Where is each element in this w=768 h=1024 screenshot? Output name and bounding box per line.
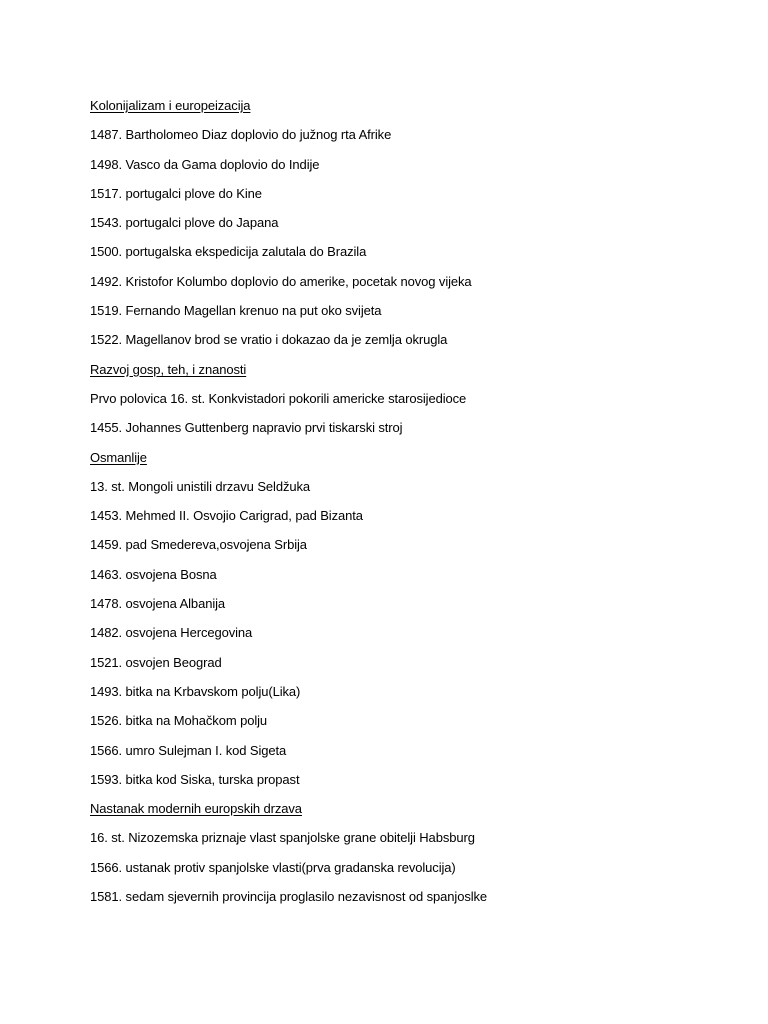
list-item: 1487. Bartholomeo Diaz doplovio do južnog rta Afrike	[90, 127, 392, 143]
list-item: 1482. osvojena Hercegovina	[90, 625, 253, 641]
list-item: 1455. Johannes Guttenberg napravio prvi tiskarski stroj	[90, 420, 403, 436]
document-page	[90, 91, 730, 911]
list-item: 1463. osvojena Bosna	[90, 566, 217, 582]
section-heading: Nastanak modernih europskih drzava	[90, 801, 302, 817]
section-heading: Osmanlije	[90, 449, 147, 465]
list-item: 16. st. Nizozemska priznaje vlast spanjolske grane obitelji Habsburg	[90, 830, 475, 846]
list-item: Prvo polovica 16. st. Konkvistadori pokorili americke starosijedioce	[90, 390, 467, 406]
list-item: 1498. Vasco da Gama doplovio do Indije	[90, 156, 320, 172]
list-item: 1581. sedam sjevernih provincija proglasilo nezavisnost od spanjoslke	[90, 889, 488, 905]
list-item: 1492. Kristofor Kolumbo doplovio do amerike, pocetak novog vijeka	[90, 273, 472, 289]
section-heading: Razvoj gosp, teh, i znanosti	[90, 361, 247, 377]
list-item: 1526. bitka na Mohačkom polju	[90, 713, 268, 729]
list-item: 1566. umro Sulejman I. kod Sigeta	[90, 742, 287, 758]
list-item: 1543. portugalci plove do Japana	[90, 215, 279, 231]
list-item: 1522. Magellanov brod se vratio i dokazao da je zemlja okrugla	[90, 332, 448, 348]
list-item: 1500. portugalska ekspedicija zalutala do Brazila	[90, 244, 367, 260]
list-item: 1493. bitka na Krbavskom polju(Lika)	[90, 683, 301, 699]
list-item: 1478. osvojena Albanija	[90, 596, 226, 612]
list-item: 1459. pad Smedereva,osvojena Srbija	[90, 537, 307, 553]
list-item: 1566. ustanak protiv spanjolske vlasti(prva gradanska revolucija)	[90, 859, 456, 875]
section-heading: Kolonijalizam i europeizacija	[90, 98, 251, 113]
list-item: 1521. osvojen Beograd	[90, 654, 222, 670]
list-item: 1593. bitka kod Siska, turska propast	[90, 771, 300, 787]
list-item: 1519. Fernando Magellan krenuo na put oko svijeta	[90, 303, 382, 319]
list-item: 13. st. Mongoli unistili drzavu Seldžuka	[90, 478, 311, 494]
list-item: 1453. Mehmed II. Osvojio Carigrad, pad Bizanta	[90, 508, 363, 524]
list-item: 1517. portugalci plove do Kine	[90, 185, 262, 201]
